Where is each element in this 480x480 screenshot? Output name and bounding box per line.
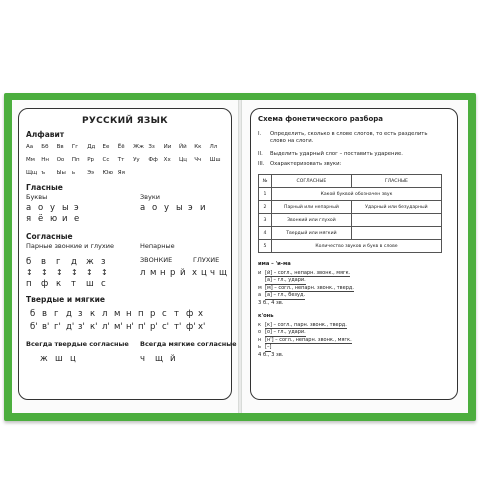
hard-consonant: н bbox=[126, 309, 132, 319]
soft-consonant: н' bbox=[126, 322, 134, 332]
vowel-letters-label: Буквы bbox=[26, 193, 48, 201]
transcription-text: [о] – гл., удари. bbox=[265, 329, 306, 336]
alphabet-letter: ъ bbox=[41, 170, 46, 176]
vowel-letter: ё bbox=[38, 214, 44, 224]
alphabet-letter: Пп bbox=[71, 157, 80, 163]
transcription-text: [–] bbox=[265, 344, 272, 351]
pair-arrow-icon: ↕ bbox=[71, 268, 78, 277]
transcription-text: [к] – согл., парн. звонк., тверд. bbox=[265, 322, 347, 328]
hard-soft-heading: Твердые и мягкие bbox=[26, 295, 106, 304]
table-cell bbox=[351, 214, 441, 227]
unpaired-voiced-row bbox=[140, 268, 190, 278]
step-3-text: Охарактеризовать звуки: bbox=[270, 161, 342, 167]
step-2-text: Выделить ударный слог – поставить ударение. bbox=[270, 151, 403, 157]
hard-consonant: с bbox=[162, 309, 167, 319]
hard-consonant: р bbox=[150, 309, 156, 319]
alphabet-letter: Зз bbox=[148, 144, 155, 150]
soft-consonant: м' bbox=[114, 322, 123, 332]
voiceless-consonant: с bbox=[101, 279, 106, 289]
transcription-line bbox=[258, 292, 368, 299]
table-cell: Твердый или мягкий bbox=[272, 227, 352, 240]
unpaired-voiced-consonant: р bbox=[170, 268, 176, 278]
always-hard-label: Всегда твердые согласные bbox=[26, 340, 129, 348]
vowel-sound: о bbox=[152, 203, 158, 213]
alphabet-row-2 bbox=[26, 157, 225, 163]
transcription-line bbox=[258, 344, 368, 351]
left-title: РУССКИЙ ЯЗЫК bbox=[82, 116, 168, 126]
transcription-line bbox=[258, 285, 368, 292]
example-1-summary: 3 б., 4 зв. bbox=[258, 300, 284, 306]
vowel-letter: а bbox=[26, 203, 32, 213]
voiced-consonant: б bbox=[26, 257, 32, 267]
always-soft-consonant: щ bbox=[155, 354, 164, 364]
always-hard-consonant: ж bbox=[40, 354, 48, 364]
unpaired-voiced-consonant: л bbox=[140, 268, 146, 278]
transcription-letter: н bbox=[258, 336, 262, 343]
example-2-summary: 4 б., 3 зв. bbox=[258, 352, 284, 358]
alphabet-letter: Ёё bbox=[117, 144, 125, 150]
voiced-consonant: г bbox=[56, 257, 61, 267]
alphabet-letter: ь bbox=[71, 170, 76, 176]
always-soft-consonant: ч bbox=[140, 354, 146, 364]
vowels-heading: Гласные bbox=[26, 183, 63, 192]
voiced-consonant: з bbox=[101, 257, 106, 267]
always-soft-label: Всегда мягкие согласные bbox=[140, 340, 237, 348]
transcription-text: [а] – гл., удари. bbox=[265, 277, 306, 284]
step-1-number: I. bbox=[258, 131, 262, 137]
transcription-letter: и bbox=[258, 270, 262, 276]
always-hard-consonant: ц bbox=[70, 354, 76, 364]
alphabet-letter: Цц bbox=[178, 157, 187, 163]
pair-arrow-icon: ↕ bbox=[56, 268, 63, 277]
alphabet-letter: Щщ bbox=[26, 170, 38, 176]
alphabet-letter: Хх bbox=[163, 157, 171, 163]
vowel-sound: у bbox=[164, 203, 170, 213]
unpaired-voiceless-consonant: х bbox=[192, 268, 198, 278]
table-row bbox=[259, 214, 442, 227]
pair-arrow-icon: ↕ bbox=[86, 268, 93, 277]
table-cell: Какой буквой обозначен звук bbox=[272, 188, 442, 201]
table-header-num: № bbox=[259, 175, 272, 188]
transcription-text: [н'] – согл., непарн. звонк., мягк. bbox=[265, 336, 352, 343]
notebook-spine bbox=[238, 100, 242, 413]
alphabet-letter: Яя bbox=[117, 170, 125, 176]
alphabet-letter: Шш bbox=[209, 157, 221, 163]
consonants-heading: Согласные bbox=[26, 232, 73, 241]
transcription-text: [а] – гл., безуд. bbox=[265, 292, 306, 299]
vowel-sound: а bbox=[140, 203, 146, 213]
vowel-sound: э bbox=[188, 203, 193, 213]
vowel-letter: и bbox=[62, 214, 68, 224]
transcription-line bbox=[258, 277, 368, 284]
table-row bbox=[259, 188, 442, 201]
soft-consonant: х' bbox=[198, 322, 206, 332]
unpaired-voiceless-row bbox=[192, 268, 228, 278]
hard-consonant: з bbox=[78, 309, 83, 319]
transcription-letter bbox=[258, 277, 265, 284]
pair-arrow-icon: ↕ bbox=[101, 268, 108, 277]
hard-consonant: х bbox=[198, 309, 204, 319]
vowel-letter: ю bbox=[50, 214, 58, 224]
soft-consonant: с' bbox=[162, 322, 170, 332]
voiced-consonant: ж bbox=[86, 257, 94, 267]
voiced-label: ЗВОНКИЕ bbox=[140, 256, 173, 264]
vowel-letter: э bbox=[74, 203, 79, 213]
soft-consonant: л' bbox=[102, 322, 110, 332]
vowel-letter: о bbox=[38, 203, 44, 213]
alphabet-letter: Жж bbox=[133, 144, 144, 150]
soft-consonant: д' bbox=[66, 322, 75, 332]
hard-consonant: б bbox=[30, 309, 36, 319]
voiceless-consonant: к bbox=[56, 279, 62, 289]
voiceless-consonant: т bbox=[71, 279, 76, 289]
alphabet-row-1 bbox=[26, 144, 225, 150]
transcription-line bbox=[258, 270, 368, 277]
table-header-vowels: ГЛАСНЫЕ bbox=[351, 175, 441, 188]
right-title: Схема фонетического разбора bbox=[258, 115, 383, 123]
voiceless-consonant: ф bbox=[41, 279, 49, 289]
voiceless-consonants-row bbox=[26, 279, 116, 289]
pair-arrows-row bbox=[26, 268, 116, 277]
unpaired-voiceless-consonant: ц bbox=[201, 268, 207, 278]
alphabet-letter: Лл bbox=[209, 144, 218, 150]
alphabet-letter: Ии bbox=[163, 144, 172, 150]
unpaired-voiced-consonant: н bbox=[160, 268, 166, 278]
example-1-word: има – 'и-ма bbox=[258, 261, 291, 267]
alphabet-letter: Тт bbox=[117, 157, 125, 163]
hard-consonant: т bbox=[174, 309, 179, 319]
unpaired-consonants-label: Непарные bbox=[140, 242, 175, 250]
voiceless-consonant: п bbox=[26, 279, 32, 289]
voiced-consonant: в bbox=[41, 257, 47, 267]
transcription-letter: а bbox=[258, 292, 262, 299]
table-cell: Количество звуков и букв в слове bbox=[272, 240, 442, 253]
alphabet-heading: Алфавит bbox=[26, 130, 65, 139]
alphabet-letter: Вв bbox=[56, 144, 64, 150]
transcription-letter: о bbox=[258, 329, 262, 336]
soft-consonant: т' bbox=[174, 322, 182, 332]
hard-consonant: м bbox=[114, 309, 121, 319]
alphabet-letter: Ээ bbox=[87, 170, 95, 176]
unpaired-voiceless-consonant: щ bbox=[219, 268, 228, 278]
table-header-row bbox=[259, 175, 442, 188]
table-row bbox=[259, 201, 442, 214]
transcription-line bbox=[258, 337, 368, 344]
vowel-letters-row-1 bbox=[26, 203, 86, 213]
hard-consonant: к bbox=[90, 309, 96, 319]
table-row bbox=[259, 227, 442, 240]
voiced-consonant: д bbox=[71, 257, 77, 267]
table-row-num: 5 bbox=[259, 240, 272, 253]
alphabet-letter: Аа bbox=[26, 144, 34, 150]
table-cell: Парный или непарный bbox=[272, 201, 352, 214]
vowel-letter: я bbox=[26, 214, 32, 224]
unpaired-voiceless-consonant: ч bbox=[210, 268, 216, 278]
table-row-num: 2 bbox=[259, 201, 272, 214]
table-row-num: 4 bbox=[259, 227, 272, 240]
transcription-letter: к bbox=[258, 322, 262, 328]
always-hard-row bbox=[40, 354, 85, 364]
alphabet-letter: Юю bbox=[102, 170, 114, 176]
soft-consonant: г' bbox=[54, 322, 61, 332]
voiced-consonants-row bbox=[26, 257, 116, 267]
transcription-line bbox=[258, 322, 368, 329]
always-soft-consonant: й bbox=[170, 354, 176, 364]
soft-consonant: ф' bbox=[186, 322, 196, 332]
transcription-text: [й] – согл., непарн. звонк., мягк. bbox=[265, 270, 351, 276]
table-row-num: 3 bbox=[259, 214, 272, 227]
hard-consonant: п bbox=[138, 309, 144, 319]
alphabet-letter: Нн bbox=[41, 157, 50, 163]
vowel-letter: е bbox=[74, 214, 80, 224]
alphabet-letter: Ыы bbox=[56, 170, 66, 176]
vowel-sound: и bbox=[200, 203, 206, 213]
hard-consonant: л bbox=[102, 309, 108, 319]
vowel-letter: у bbox=[50, 203, 56, 213]
hard-consonant: д bbox=[66, 309, 72, 319]
alphabet-letter: Оо bbox=[56, 157, 65, 163]
soft-consonants-row bbox=[30, 322, 210, 332]
transcription-letter: м bbox=[258, 284, 262, 291]
vowel-letters-row-2 bbox=[26, 214, 86, 224]
alphabet-letter: Ее bbox=[102, 144, 110, 150]
soft-consonant: з' bbox=[78, 322, 85, 332]
always-hard-consonant: ш bbox=[55, 354, 63, 364]
transcription-line bbox=[258, 329, 368, 336]
soft-consonant: б' bbox=[30, 322, 38, 332]
pair-arrow-icon: ↕ bbox=[41, 268, 48, 277]
soft-consonant: к' bbox=[90, 322, 98, 332]
alphabet-letter: Гг bbox=[71, 144, 79, 150]
unpaired-voiced-consonant: м bbox=[150, 268, 157, 278]
step-2-number: II. bbox=[258, 151, 263, 157]
alphabet-letter: Йй bbox=[178, 144, 187, 150]
vowel-sounds-label: Звуки bbox=[140, 193, 160, 201]
step-1-text: Определить, сколько в слове слогов, то есть разделить слово на слоги. bbox=[270, 131, 428, 144]
alphabet-letter: Рр bbox=[87, 157, 94, 163]
pair-arrow-icon: ↕ bbox=[26, 268, 33, 277]
always-soft-row bbox=[140, 354, 185, 364]
alphabet-letter: Сс bbox=[102, 157, 110, 163]
vowel-letter: ы bbox=[62, 203, 69, 213]
alphabet-letter: Чч bbox=[194, 157, 202, 163]
step-3-number: III. bbox=[258, 161, 265, 167]
alphabet-row-3 bbox=[26, 170, 133, 176]
alphabet-letter: Фф bbox=[148, 157, 158, 163]
table-row bbox=[259, 240, 442, 253]
example-1-lines bbox=[258, 270, 368, 300]
vowel-sounds-row bbox=[140, 203, 212, 213]
example-2-word: к'онь bbox=[258, 313, 274, 319]
alphabet-letter: Кк bbox=[194, 144, 202, 150]
transcription-letter: ь bbox=[258, 344, 261, 351]
hard-consonant: в bbox=[42, 309, 48, 319]
table-cell: Звонкий или глухой bbox=[272, 214, 352, 227]
hard-consonant: г bbox=[54, 309, 59, 319]
table-cell: Ударный или безударный bbox=[351, 201, 441, 214]
voiceless-label: ГЛУХИЕ bbox=[193, 256, 220, 264]
vowel-sound: ы bbox=[176, 203, 183, 213]
voiceless-consonant: ш bbox=[86, 279, 94, 289]
soft-consonant: в' bbox=[42, 322, 50, 332]
paired-consonants-label: Парные звонкие и глухие bbox=[26, 242, 114, 250]
example-2-lines bbox=[258, 322, 368, 352]
phonetic-scheme-table bbox=[258, 174, 442, 253]
soft-consonant: р' bbox=[150, 322, 158, 332]
alphabet-letter: Уу bbox=[133, 157, 140, 163]
table-header-consonants: СОГЛАСНЫЕ bbox=[272, 175, 352, 188]
unpaired-voiced-consonant: й bbox=[180, 268, 186, 278]
hard-consonants-row bbox=[30, 309, 210, 319]
transcription-text: [м] – согл., непарн. звонк., тверд. bbox=[265, 284, 354, 291]
alphabet-letter: Бб bbox=[41, 144, 49, 150]
alphabet-letter: Дд bbox=[87, 144, 96, 150]
soft-consonant: п' bbox=[138, 322, 146, 332]
table-row-num: 1 bbox=[259, 188, 272, 201]
hard-consonant: ф bbox=[186, 309, 194, 319]
alphabet-letter: Мм bbox=[26, 157, 35, 163]
table-cell bbox=[351, 227, 441, 240]
